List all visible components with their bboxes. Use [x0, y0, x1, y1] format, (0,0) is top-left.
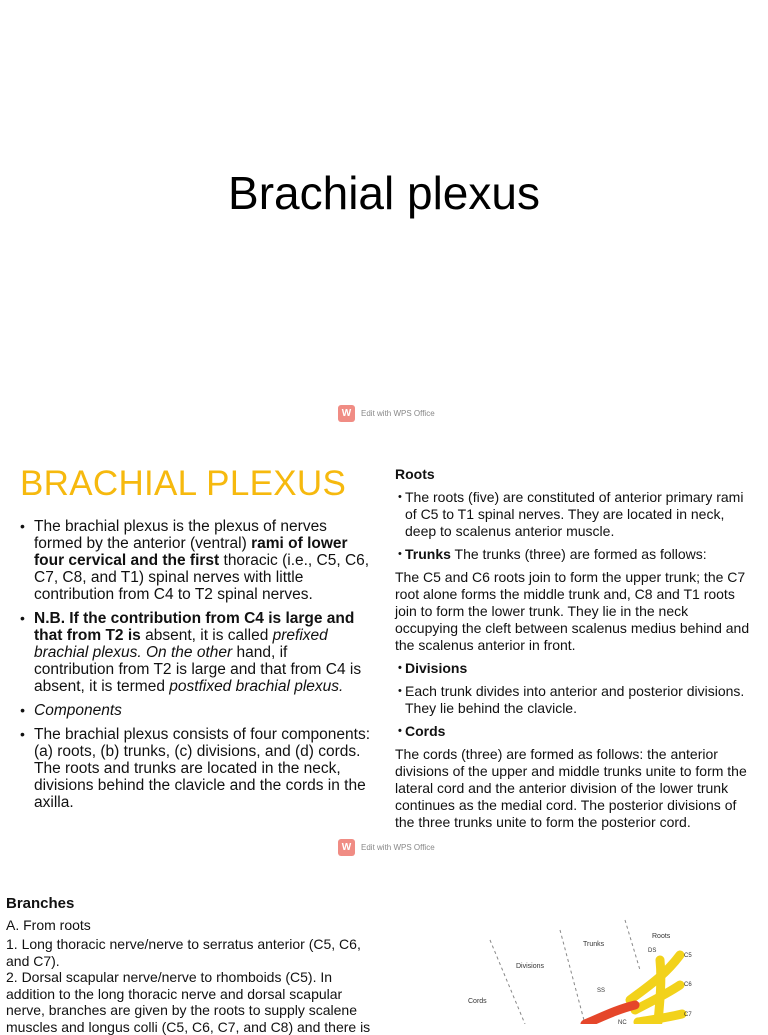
bullet-components-text: • The brachial plexus consists of four components: (a) roots, (b) trunks, (c) divisions, and (d) cords. The roots and trunks are located in the neck, divisions behind the clavicle and the cords in the axilla.	[20, 726, 370, 811]
bullet-text: thoracic (i.e., C5, C6, C7, C8, and T1) spinal nerves with little contribution from C4 to T2 spinal nerves.	[34, 552, 370, 603]
wps-logo-icon: W	[338, 839, 355, 856]
brachial-plexus-diagram	[410, 910, 760, 1024]
roots-trunks-group	[630, 955, 682, 1022]
divisions-heading: • Divisions	[395, 660, 755, 677]
label-nc: NC	[618, 1020, 627, 1024]
bullet-bold-text: rami of lower four cervical and the first	[34, 535, 348, 569]
roots-bullet: • The roots (five) are constituted of anterior primary rami of C5 to T1 spinal nerves. They are located in neck, deep to scalenus anterior muscle.	[395, 489, 755, 540]
label-ds: DS	[648, 948, 657, 954]
trunks-label: Trunks	[405, 546, 451, 562]
cords-paragraph: The cords (three) are formed as follows: the anterior divisions of the upper and middle trunks unite to form the lateral cord and the anterior division of the lower trunk continues as the medial cord. The posterior divisions of the three trunks unite to form the posterior cord.	[395, 746, 747, 830]
branches-subheading: A. From roots	[6, 916, 91, 933]
divider-line	[625, 920, 640, 970]
trunks-text: The trunks (three) are formed as follows:	[450, 546, 707, 562]
branches-section	[6, 896, 378, 1035]
label-ss: SS	[597, 988, 606, 994]
roots-heading: Roots	[395, 466, 435, 482]
divider-line	[490, 940, 525, 1024]
divisions-bullet: • Each trunk divides into anterior and posterior divisions. They lie behind the clavicle.	[395, 683, 755, 717]
label-divisions: Divisions	[516, 963, 545, 970]
bullet-italic-text: prefixed brachial plexus. On the other	[34, 627, 328, 661]
bullet-text: hand, if contribution from T2 is large and that from C4 is absent, it is termed	[34, 644, 362, 695]
bullet-components: • Components	[20, 702, 370, 719]
bullet-italic-text: postfixed brachial plexus.	[169, 678, 344, 695]
bullet-bold-text: N.B. If the contribution from C4 is large and that from T2 is	[34, 610, 355, 644]
trunk-upper	[658, 960, 661, 1022]
components-detail	[395, 466, 755, 837]
branch-item: 1. Long thoracic nerve/nerve to serratus anterior (C5, C6, and C7).	[6, 936, 361, 969]
bullet-text: The brachial plexus is the plexus of nerves formed by the anterior (ventral)	[34, 518, 327, 552]
bullet-definition	[20, 518, 370, 603]
cords-heading: • Cords	[395, 723, 755, 740]
wps-watermark[interactable]	[338, 404, 435, 422]
branches-heading: Branches	[6, 895, 75, 912]
label-c5: C5	[684, 953, 692, 959]
label-c6: C6	[684, 982, 692, 988]
wps-watermark-text: Edit with WPS Office	[361, 842, 435, 852]
section-heading: BRACHIAL PLEXUS	[20, 464, 347, 503]
wps-watermark[interactable]	[338, 838, 435, 856]
bullet-text: absent, it is called	[140, 627, 273, 644]
brachial-plexus-overview	[20, 464, 370, 818]
bullet-nb	[20, 610, 370, 695]
label-roots: Roots	[652, 933, 671, 940]
label-cords: Cords	[468, 998, 487, 1005]
slide-title: Brachial plexus	[228, 167, 540, 219]
trunks-bullet	[395, 546, 755, 563]
wps-logo-icon: W	[338, 405, 355, 422]
branch-item: 2. Dorsal scapular nerve/nerve to rhomboids (C5). In addition to the long thoracic nerve and dorsal scapular nerve, branches are given by the roots to supply scalene muscles and longus colli (C5, C6, C7, and C8) and there is	[6, 969, 371, 1035]
cord-lateral	[585, 1005, 635, 1024]
wps-watermark-text: Edit with WPS Office	[361, 408, 435, 418]
label-trunks: Trunks	[583, 941, 605, 948]
trunks-paragraph: The C5 and C6 roots join to form the upper trunk; the C7 root alone forms the middle trunk and, C8 and T1 roots join to form the lower trunk. They lie in the neck occupying the cleft between scalenus medius behind and the scalenus anterior in front.	[395, 569, 750, 653]
divider-line	[560, 930, 585, 1024]
label-c7: C7	[684, 1012, 692, 1018]
